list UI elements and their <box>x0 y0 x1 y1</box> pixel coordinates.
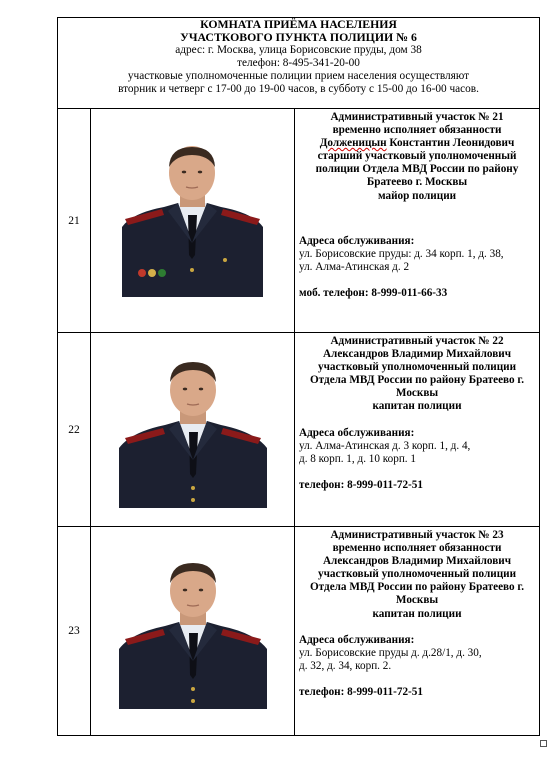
addresses-label: Адреса обслуживания: <box>299 234 415 247</box>
address-line-2: д. 32, д. 34, корп. 2. <box>299 659 392 672</box>
officer-phone: моб. телефон: 8-999-011-66-33 <box>299 286 448 299</box>
officer-name: Александров Владимир Михайлович <box>322 348 512 361</box>
officer-name: Александров Владимир Михайлович <box>322 555 512 568</box>
officer-given-names: Константин Леонидович <box>386 137 515 150</box>
header-title-1: КОМНАТА ПРИЁМА НАСЕЛЕНИЯ <box>200 17 397 31</box>
row-number: 22 <box>58 333 91 527</box>
officer-photo-cell <box>91 527 295 736</box>
officer-position: старший участковый уполномоченный полиции Отдела МВД России по району Братеево г. Москвы <box>315 150 519 189</box>
table-row <box>58 527 540 736</box>
row-number: 21 <box>58 109 91 333</box>
address-line-1: ул. Алма-Атинская д. 3 корп. 1, д. 4, <box>299 439 471 452</box>
district-title: Административный участок № 23 <box>330 529 504 541</box>
officer-name <box>299 137 535 150</box>
address-line-2: ул. Алма-Атинская д. 2 <box>299 260 410 273</box>
header-phone: телефон: 8-495-341-20-00 <box>237 57 360 69</box>
officers-table <box>57 17 540 736</box>
officer-photo-cell <box>91 333 295 527</box>
table-row <box>58 333 540 527</box>
addresses-label: Адреса обслуживания: <box>299 633 415 646</box>
district-title: Административный участок № 21 <box>330 111 504 123</box>
officer-photo <box>122 145 263 297</box>
acting-status: временно исполняет обязанности <box>332 542 502 555</box>
officer-info <box>295 333 540 527</box>
district-title: Административный участок № 22 <box>330 335 504 347</box>
officer-photo-cell <box>91 109 295 333</box>
header-schedule-1: участковые уполномоченные полиции прием населения осуществляют <box>127 70 470 82</box>
officer-position: участковый уполномоченный полиции Отдела МВД России по району Братеево г. Москвы <box>309 568 525 607</box>
row-number: 23 <box>58 527 91 736</box>
officer-rank: майор полиции <box>377 189 457 202</box>
header-address: адрес: г. Москва, улица Борисовские пруды, дом 38 <box>175 44 422 56</box>
officer-photo <box>119 553 267 709</box>
addresses-label: Адреса обслуживания: <box>299 426 415 439</box>
table-resize-handle[interactable] <box>540 740 547 747</box>
officer-info <box>295 109 540 333</box>
officer-surname: Долженицын <box>319 137 387 150</box>
address-line-1: ул. Борисовские пруды: д. 34 корп. 1, д. 38, <box>299 247 504 260</box>
officer-position: участковый уполномоченный полиции Отдела МВД России по району Братеево г. Москвы <box>309 361 525 400</box>
officer-rank: капитан полиции <box>372 607 462 620</box>
officer-phone: телефон: 8-999-011-72-51 <box>299 685 423 698</box>
address-line-1: ул. Борисовские пруды д. д.28/1, д. 30, <box>299 646 482 659</box>
header-title-2: УЧАСТКОВОГО ПУНКТА ПОЛИЦИИ № 6 <box>180 30 417 44</box>
officer-info <box>295 527 540 736</box>
table-row <box>58 109 540 333</box>
officer-photo <box>119 352 267 508</box>
acting-status: временно исполняет обязанности <box>332 124 502 137</box>
table-header <box>58 18 540 109</box>
address-line-2: д. 8 корп. 1, д. 10 корп. 1 <box>299 452 416 465</box>
officer-rank: капитан полиции <box>372 400 462 413</box>
header-schedule-2: вторник и четверг с 17-00 до 19-00 часов, в субботу с 15-00 до 16-00 часов. <box>118 83 479 95</box>
officer-phone: телефон: 8-999-011-72-51 <box>299 478 423 491</box>
